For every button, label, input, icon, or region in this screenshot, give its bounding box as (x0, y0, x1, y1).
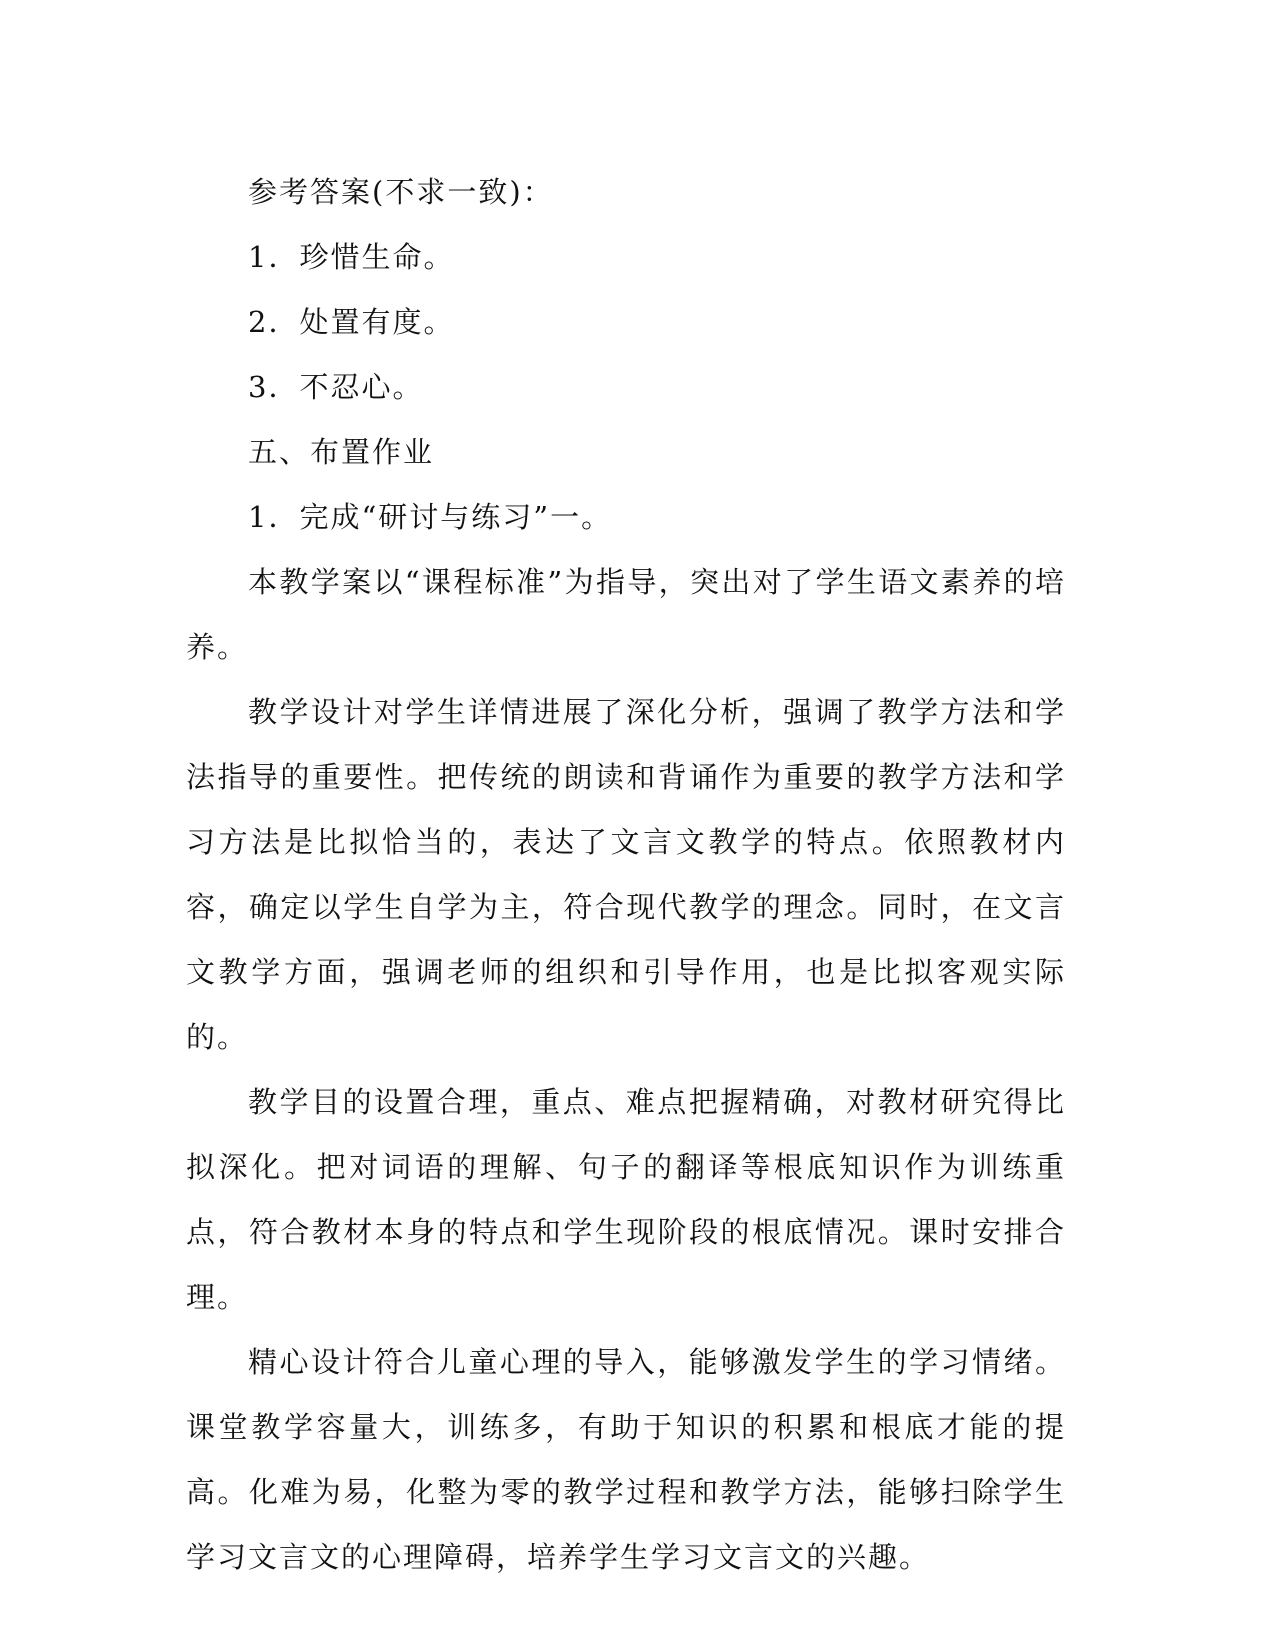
answer-item-2: 2．处置有度。 (248, 305, 455, 339)
answer-item-3: 3．不忍心。 (248, 370, 424, 404)
paragraph-objectives: 教学目的设置合理，重点、难点把握精确，对教材研究得比拟深化。把对词语的理解、句子的翻译等根底知识作为训练重点，符合教材本身的特点和学生现阶段的根底情况。课时安排合理。 (186, 1085, 1066, 1314)
answer-heading: 参考答案(不求一致)： (248, 175, 554, 209)
paragraph-design-analysis: 教学设计对学生详情进展了深化分析，强调了教学方法和学法指导的重要性。把传统的朗读和背诵作为重要的教学方法和学习方法是比拟恰当的，表达了文言文教学的特点。依照教材内容，确定以学生自学为主，符合现代教学的理念。同时，在文言文教学方面，强调老师的组织和引导作用，也是比拟客观实际的。 (186, 695, 1066, 1054)
answer-item-1: 1．珍惜生命。 (248, 240, 455, 274)
paragraph-summary: 本教学案以“课程标准”为指导，突出对了学生语文素养的培养。 (186, 565, 1066, 664)
document-body (186, 160, 1066, 1590)
section-heading: 五、布置作业 (248, 435, 435, 469)
homework-item-1: 1．完成“研讨与练习”一。 (248, 500, 613, 534)
paragraph-introduction: 精心设计符合儿童心理的导入，能够激发学生的学习情绪。课堂教学容量大，训练多，有助于知识的积累和根底才能的提高。化难为易，化整为零的教学过程和教学方法，能够扫除学生学习文言文的心理障碍，培养学生学习文言文的兴趣。 (186, 1345, 1066, 1574)
